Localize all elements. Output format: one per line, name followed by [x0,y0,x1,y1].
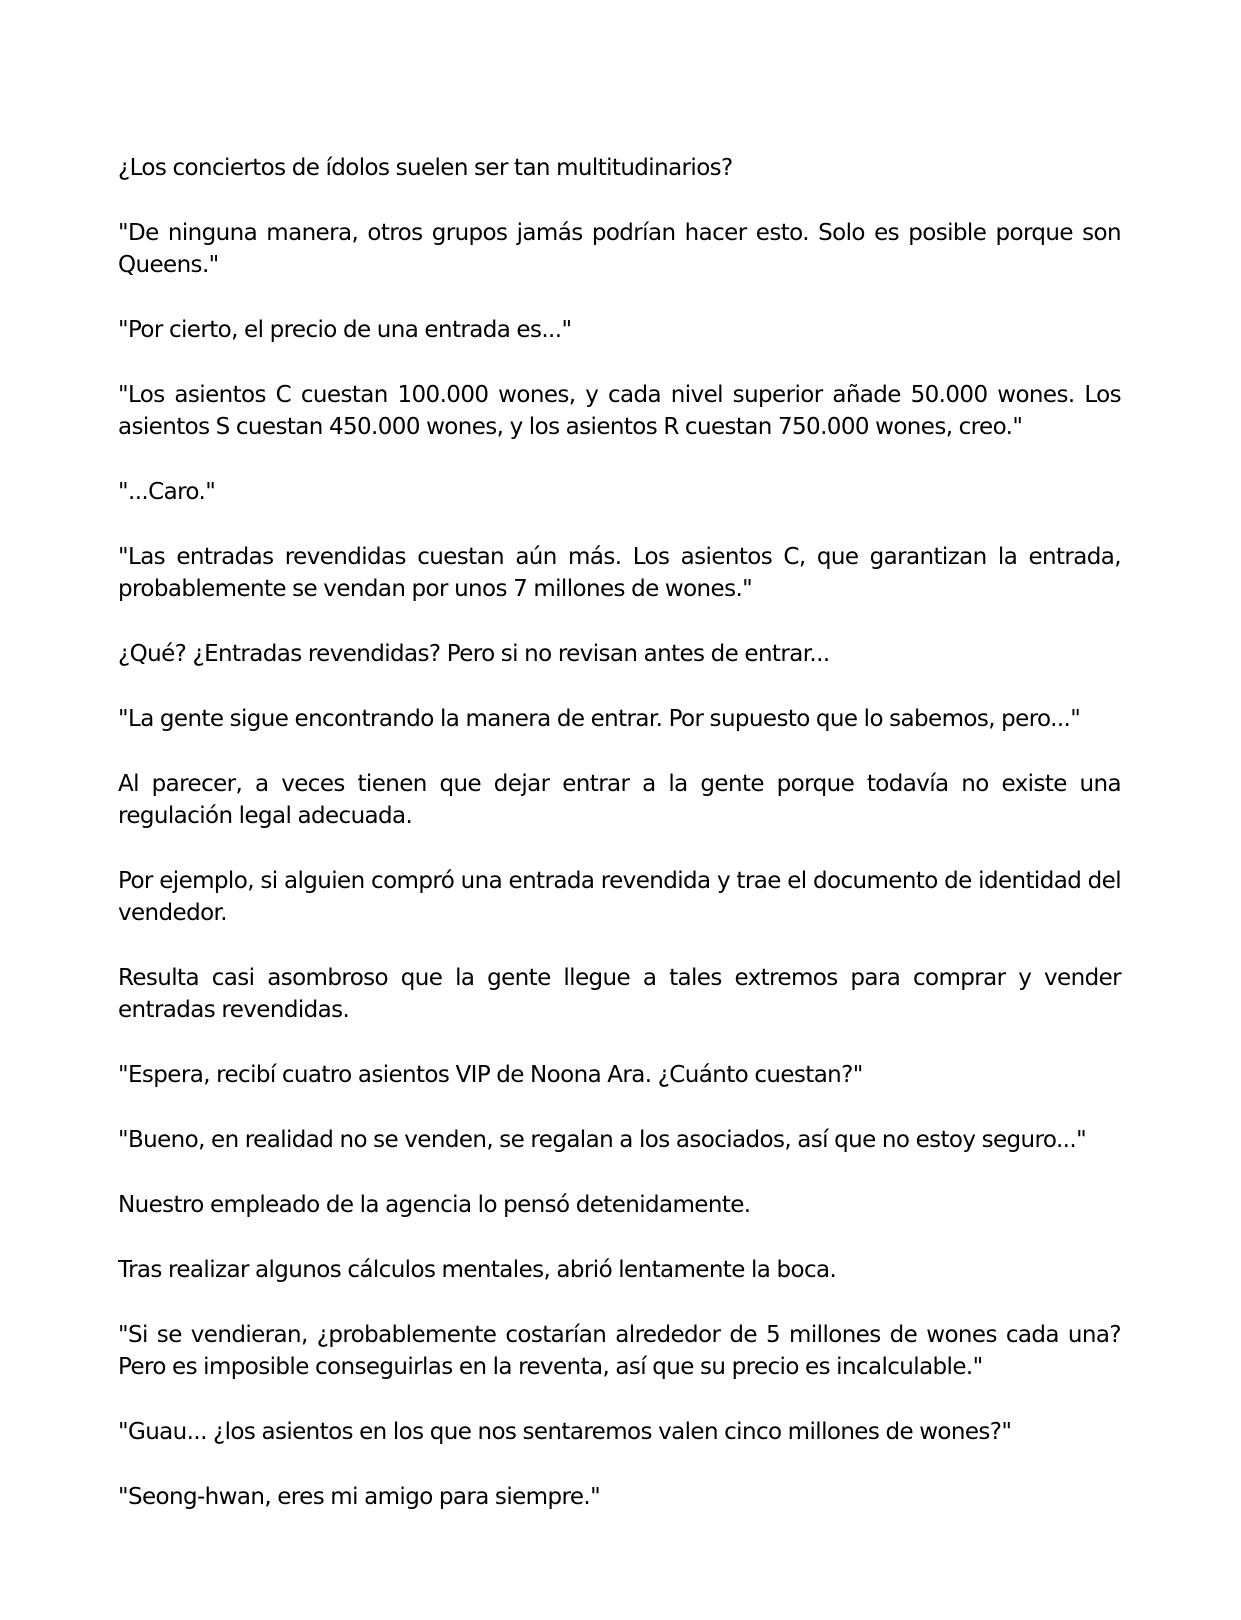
paragraph: "Por cierto, el precio de una entrada es..." [118,317,572,343]
paragraph: Tras realizar algunos cálculos mentales, abrió lentamente la boca. [118,1257,837,1283]
paragraph: "...Caro." [118,479,216,505]
paragraph: Al parecer, a veces tienen que dejar entrar a la gente porque todavía no existe una regulación legal adecuada. [118,771,1121,829]
document-body [118,152,1121,1546]
paragraph: "Bueno, en realidad no se venden, se regalan a los asociados, así que no estoy seguro..." [118,1127,1087,1153]
paragraph: "Si se vendieran, ¿probablemente costarían alrededor de 5 millones de wones cada una? Pero es imposible conseguirlas en la reventa, así que su precio es incalculable." [118,1322,1121,1380]
paragraph: "Las entradas revendidas cuestan aún más. Los asientos C, que garantizan la entrada, probablemente se vendan por unos 7 millones de wones." [118,544,1121,602]
paragraph: ¿Los conciertos de ídolos suelen ser tan multitudinarios? [118,155,733,181]
paragraph: ¿Qué? ¿Entradas revendidas? Pero si no revisan antes de entrar... [118,641,830,667]
paragraph: "Espera, recibí cuatro asientos VIP de Noona Ara. ¿Cuánto cuestan?" [118,1062,863,1088]
paragraph: "Guau... ¿los asientos en los que nos sentaremos valen cinco millones de wones?" [118,1419,1012,1445]
paragraph: "Seong-hwan, eres mi amigo para siempre." [118,1484,601,1510]
paragraph: "La gente sigue encontrando la manera de entrar. Por supuesto que lo sabemos, pero..." [118,706,1081,732]
paragraph: "De ninguna manera, otros grupos jamás podrían hacer esto. Solo es posible porque son Queens." [118,220,1121,278]
paragraph: "Los asientos C cuestan 100.000 wones, y cada nivel superior añade 50.000 wones. Los asientos S cuestan 450.000 wones, y los asientos R cuestan 750.000 wones, creo." [118,382,1121,440]
paragraph: Por ejemplo, si alguien compró una entrada revendida y trae el documento de identidad del vendedor. [118,868,1121,926]
paragraph: Resulta casi asombroso que la gente llegue a tales extremos para comprar y vender entradas revendidas. [118,965,1121,1023]
paragraph: Nuestro empleado de la agencia lo pensó detenidamente. [118,1192,751,1218]
